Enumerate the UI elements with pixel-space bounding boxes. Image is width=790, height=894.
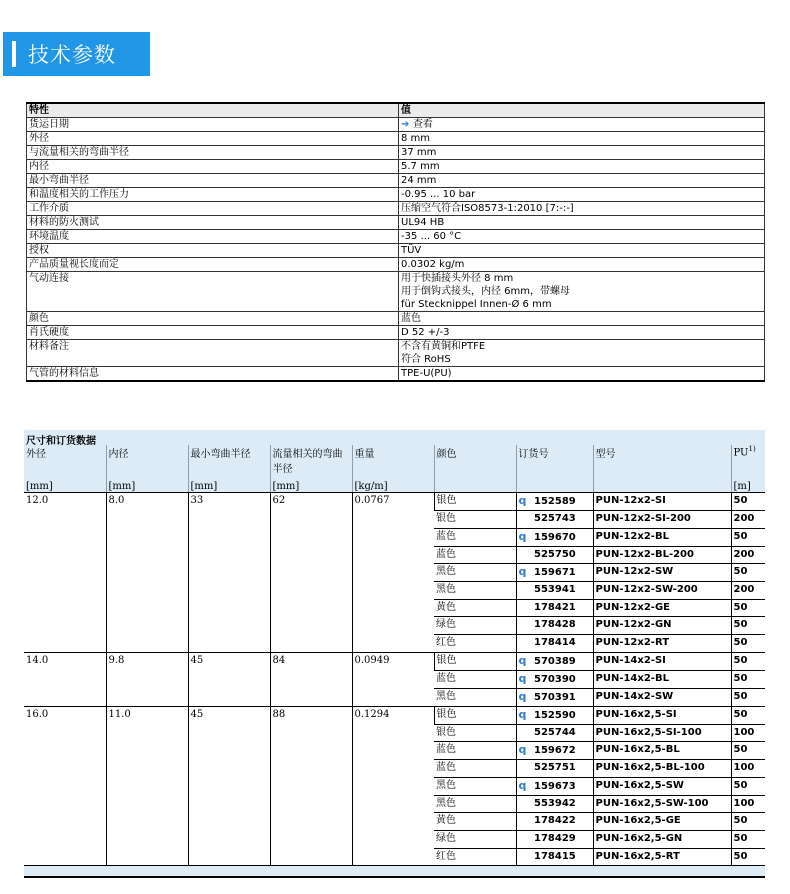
order-color: 黑色 bbox=[434, 795, 516, 813]
q-icon: q bbox=[518, 494, 527, 507]
spec-row bbox=[27, 230, 765, 244]
spec-row bbox=[27, 188, 765, 202]
order-pu: 200 bbox=[731, 546, 765, 564]
order-color: 银色 bbox=[434, 652, 516, 670]
spec-value bbox=[399, 132, 765, 146]
spec-value-line: 不含有黄铜和PTFE bbox=[401, 341, 486, 352]
order-number-text: 570390 bbox=[530, 673, 576, 685]
order-color: 黑色 bbox=[434, 777, 516, 795]
order-pu: 100 bbox=[731, 795, 765, 813]
spec-value-line: D 52 +/-3 bbox=[401, 327, 450, 338]
spec-feature: 和温度相关的工作压力 bbox=[27, 188, 399, 202]
order-type: PUN-16x2,5-BL bbox=[593, 742, 731, 760]
order-type: PUN-12x2-BL bbox=[593, 528, 731, 546]
spec-feature: 外径 bbox=[27, 132, 399, 146]
q-icon: q bbox=[518, 707, 527, 721]
order-type: PUN-16x2,5-BL-100 bbox=[593, 760, 731, 778]
order-color: 银色 bbox=[434, 724, 516, 742]
order-pu: 200 bbox=[731, 511, 765, 529]
spec-header-row bbox=[27, 103, 765, 118]
spec-row bbox=[27, 326, 765, 340]
spec-value-line: 37 mm bbox=[401, 147, 437, 158]
order-dim-flowr: 88 bbox=[270, 706, 352, 866]
order-dim-minr: 45 bbox=[188, 706, 270, 866]
order-number-text: 159670 bbox=[530, 531, 576, 543]
order-row bbox=[24, 652, 765, 670]
spec-value-line: -35 ... 60 °C bbox=[401, 231, 462, 242]
spec-row bbox=[27, 244, 765, 258]
order-number bbox=[516, 670, 593, 688]
order-color: 黄色 bbox=[434, 599, 516, 617]
section-title: 技术参数 bbox=[28, 43, 116, 67]
spec-feature: 气动连接 bbox=[27, 272, 399, 312]
order-number bbox=[516, 493, 593, 511]
order-header-cell: PU$^{1)}$ bbox=[731, 445, 765, 475]
spec-value bbox=[399, 230, 765, 244]
order-pu: 50 bbox=[731, 617, 765, 635]
spec-value bbox=[399, 367, 765, 382]
order-number-text: 570389 bbox=[530, 655, 576, 667]
order-number bbox=[516, 830, 593, 848]
order-unit-row bbox=[24, 475, 765, 493]
order-pu: 50 bbox=[731, 670, 765, 688]
order-type: PUN-12x2-BL-200 bbox=[593, 546, 731, 564]
order-unit-cell: [mm] bbox=[24, 475, 106, 493]
order-table bbox=[24, 445, 765, 866]
order-header-cell: 内径 bbox=[106, 445, 188, 475]
order-number-text: 178414 bbox=[530, 636, 576, 648]
order-title: 尺寸和订货数据 bbox=[26, 436, 96, 447]
spec-table bbox=[26, 102, 765, 382]
order-pu: 50 bbox=[731, 493, 765, 511]
order-number-text: 525750 bbox=[530, 548, 576, 560]
order-type: PUN-12x2-GN bbox=[593, 617, 731, 635]
order-number-text: 178422 bbox=[530, 815, 576, 827]
spec-feature: 气管的材料信息 bbox=[27, 367, 399, 382]
spec-value bbox=[399, 160, 765, 174]
order-number bbox=[516, 528, 593, 546]
order-type: PUN-16x2,5-RT bbox=[593, 848, 731, 866]
order-number bbox=[516, 617, 593, 635]
order-color: 黑色 bbox=[434, 582, 516, 600]
spec-feature: 最小弯曲半径 bbox=[27, 174, 399, 188]
order-type: PUN-14x2-BL bbox=[593, 670, 731, 688]
order-pu: 50 bbox=[731, 564, 765, 582]
order-number bbox=[516, 582, 593, 600]
spec-value-line: für Stecknippel Innen-Ø 6 mm bbox=[401, 299, 552, 310]
spec-row bbox=[27, 174, 765, 188]
spec-value bbox=[399, 174, 765, 188]
spec-feature: 内径 bbox=[27, 160, 399, 174]
order-color: 红色 bbox=[434, 848, 516, 866]
spec-value-line: 用于倒钩式接头，内径 6mm，带螺母 bbox=[401, 286, 571, 297]
spec-feature: 授权 bbox=[27, 244, 399, 258]
spec-row bbox=[27, 216, 765, 230]
order-dim-flowr: 84 bbox=[270, 652, 352, 706]
order-number bbox=[516, 795, 593, 813]
spec-value bbox=[399, 188, 765, 202]
order-color: 绿色 bbox=[434, 830, 516, 848]
order-dim-minr: 45 bbox=[188, 652, 270, 706]
order-type: PUN-16x2,5-GE bbox=[593, 813, 731, 831]
order-number-text: 525751 bbox=[530, 762, 576, 774]
order-number bbox=[516, 848, 593, 866]
order-type: PUN-16x2,5-SW bbox=[593, 777, 731, 795]
order-number-text: 178421 bbox=[530, 601, 576, 613]
order-number bbox=[516, 634, 593, 652]
spec-feature: 肖氏硬度 bbox=[27, 326, 399, 340]
order-header-row bbox=[24, 445, 765, 475]
order-number-text: 178415 bbox=[530, 850, 576, 862]
order-dim-id: 11.0 bbox=[106, 706, 188, 866]
spec-value-line: TPE-U(PU) bbox=[401, 368, 452, 379]
order-unit-cell bbox=[434, 475, 516, 493]
spec-feature: 环境温度 bbox=[27, 230, 399, 244]
order-dim-flowr: 62 bbox=[270, 493, 352, 653]
spec-feature: 颜色 bbox=[27, 312, 399, 326]
order-type: PUN-16x2,5-SW-100 bbox=[593, 795, 731, 813]
order-number bbox=[516, 706, 593, 724]
order-header-cell: 外径 bbox=[26, 449, 46, 460]
order-number-text: 152589 bbox=[530, 496, 576, 507]
order-color: 黄色 bbox=[434, 813, 516, 831]
order-number bbox=[516, 511, 593, 529]
spec-value-line: UL94 HB bbox=[401, 217, 445, 228]
spec-value-line: 5.7 mm bbox=[401, 161, 440, 172]
spec-header-feature: 特性 bbox=[27, 103, 399, 118]
order-type: PUN-14x2-SI bbox=[593, 652, 731, 670]
order-number-text: 178428 bbox=[530, 619, 576, 631]
order-dim-od: 12.0 bbox=[24, 493, 106, 653]
order-type: PUN-16x2,5-SI-100 bbox=[593, 724, 731, 742]
order-number bbox=[516, 599, 593, 617]
spec-row bbox=[27, 146, 765, 160]
header-accent-bar bbox=[12, 41, 16, 67]
spec-row bbox=[27, 367, 765, 382]
order-unit-cell: [mm] bbox=[106, 475, 188, 493]
order-color: 蓝色 bbox=[434, 546, 516, 564]
order-color: 银色 bbox=[434, 706, 516, 724]
spec-value-line: 0.0302 kg/m bbox=[401, 259, 465, 270]
section-header bbox=[3, 32, 150, 76]
order-number bbox=[516, 777, 593, 795]
order-dim-od: 14.0 bbox=[24, 652, 106, 706]
spec-feature: 材料备注 bbox=[27, 340, 399, 367]
spec-value-line: 压缩空气符合ISO8573-1:2010 [7:-:-] bbox=[401, 203, 574, 214]
spec-feature: 产品质量视长度而定 bbox=[27, 258, 399, 272]
order-color: 蓝色 bbox=[434, 670, 516, 688]
order-dim-id: 8.0 bbox=[106, 493, 188, 653]
order-color: 蓝色 bbox=[434, 528, 516, 546]
order-data-panel bbox=[24, 430, 765, 878]
order-number bbox=[516, 652, 593, 670]
order-type: PUN-12x2-RT bbox=[593, 634, 731, 652]
spec-value bbox=[399, 326, 765, 340]
order-unit-cell: [mm] bbox=[270, 475, 352, 493]
spec-value bbox=[399, 272, 765, 312]
order-number-text: 159671 bbox=[530, 567, 576, 579]
spec-value bbox=[399, 244, 765, 258]
order-header-cell: 最小弯曲半径 bbox=[188, 445, 270, 475]
spec-value bbox=[399, 202, 765, 216]
order-pu: 50 bbox=[731, 688, 765, 706]
spec-value bbox=[399, 258, 765, 272]
spec-value-line: 8 mm bbox=[401, 133, 431, 144]
spec-row bbox=[27, 202, 765, 216]
order-dim-weight: 0.0767 bbox=[352, 493, 434, 653]
order-row bbox=[24, 493, 765, 511]
order-row bbox=[24, 706, 765, 724]
order-number-text: 570391 bbox=[530, 691, 576, 703]
q-icon: q bbox=[518, 689, 527, 703]
pu-footnote: 1) bbox=[748, 445, 756, 453]
spec-value-line: 符合 RoHS bbox=[401, 354, 451, 365]
spec-value bbox=[399, 312, 765, 326]
order-type: PUN-12x2-GE bbox=[593, 599, 731, 617]
order-pu: 50 bbox=[731, 706, 765, 724]
order-type: PUN-12x2-SW-200 bbox=[593, 582, 731, 600]
order-header-cell: 流量相关的弯曲半径 bbox=[270, 445, 352, 475]
order-unit-cell bbox=[593, 475, 731, 493]
order-number bbox=[516, 742, 593, 760]
order-color: 银色 bbox=[434, 511, 516, 529]
order-dim-weight: 0.0949 bbox=[352, 652, 434, 706]
order-dim-od: 16.0 bbox=[24, 706, 106, 866]
order-pu: 50 bbox=[731, 599, 765, 617]
order-header-cell: 订货号 bbox=[516, 445, 593, 475]
order-pu: 50 bbox=[731, 528, 765, 546]
order-number-text: 553941 bbox=[530, 584, 576, 596]
order-color: 红色 bbox=[434, 634, 516, 652]
spec-row bbox=[27, 132, 765, 146]
order-number-text: 159673 bbox=[530, 780, 576, 792]
order-number bbox=[516, 688, 593, 706]
order-number bbox=[516, 813, 593, 831]
q-icon: q bbox=[518, 529, 527, 543]
order-number bbox=[516, 564, 593, 582]
spec-value[interactable] bbox=[399, 118, 765, 132]
spec-row bbox=[27, 258, 765, 272]
spec-value bbox=[399, 146, 765, 160]
order-unit-cell: [m] bbox=[731, 475, 765, 493]
order-number-text: 178429 bbox=[530, 832, 576, 844]
order-pu: 50 bbox=[731, 652, 765, 670]
order-pu: 50 bbox=[731, 742, 765, 760]
order-header-cell: 颜色 bbox=[434, 445, 516, 475]
order-number bbox=[516, 546, 593, 564]
order-pu: 50 bbox=[731, 634, 765, 652]
order-type: PUN-12x2-SI-200 bbox=[593, 511, 731, 529]
order-type: PUN-12x2-SI bbox=[593, 493, 731, 511]
spec-feature: 货运日期 bbox=[27, 118, 399, 132]
order-number bbox=[516, 760, 593, 778]
order-header-cell: 重量 bbox=[352, 445, 434, 475]
spec-feature: 工作介质 bbox=[27, 202, 399, 216]
order-pu: 50 bbox=[731, 830, 765, 848]
q-icon: q bbox=[518, 653, 527, 667]
order-number-text: 159672 bbox=[530, 745, 576, 757]
q-icon: q bbox=[518, 743, 527, 757]
spec-row bbox=[27, 160, 765, 174]
order-dim-id: 9.8 bbox=[106, 652, 188, 706]
spec-row bbox=[27, 312, 765, 326]
order-header-cell: 型号 bbox=[593, 445, 731, 475]
q-icon: q bbox=[518, 565, 527, 579]
order-type: PUN-16x2,5-GN bbox=[593, 830, 731, 848]
arrow-right-icon: ➔ bbox=[401, 119, 413, 130]
order-color: 黑色 bbox=[434, 564, 516, 582]
order-pu: 50 bbox=[731, 777, 765, 795]
order-type: PUN-16x2,5-SI bbox=[593, 706, 731, 724]
spec-row bbox=[27, 272, 765, 312]
q-icon: q bbox=[518, 671, 527, 685]
spec-header-value: 值 bbox=[399, 103, 765, 118]
order-unit-cell: [kg/m] bbox=[352, 475, 434, 493]
order-pu: 100 bbox=[731, 760, 765, 778]
q-icon: q bbox=[518, 778, 527, 792]
spec-value-line: 用于快插接头外径 8 mm bbox=[401, 273, 514, 284]
spec-value bbox=[399, 216, 765, 230]
order-unit-cell: [mm] bbox=[188, 475, 270, 493]
order-color: 绿色 bbox=[434, 617, 516, 635]
order-number-text: 525743 bbox=[530, 513, 576, 524]
order-dim-minr: 33 bbox=[188, 493, 270, 653]
order-number-text: 152590 bbox=[530, 709, 576, 721]
spec-value bbox=[399, 340, 765, 367]
spec-row bbox=[27, 118, 765, 132]
order-number-text: 525744 bbox=[530, 726, 576, 738]
order-number-text: 553942 bbox=[530, 797, 576, 809]
order-color: 银色 bbox=[434, 493, 516, 511]
order-color: 蓝色 bbox=[434, 760, 516, 778]
spec-value-line: 24 mm bbox=[401, 175, 437, 186]
order-color: 黑色 bbox=[434, 688, 516, 706]
spec-value-line: 蓝色 bbox=[401, 313, 421, 324]
order-type: PUN-14x2-SW bbox=[593, 688, 731, 706]
order-type: PUN-12x2-SW bbox=[593, 564, 731, 582]
order-dim-weight: 0.1294 bbox=[352, 706, 434, 866]
order-number bbox=[516, 724, 593, 742]
order-unit-cell bbox=[516, 475, 593, 493]
spec-feature: 材料的防火测试 bbox=[27, 216, 399, 230]
order-pu: 200 bbox=[731, 582, 765, 600]
order-color: 蓝色 bbox=[434, 742, 516, 760]
order-pu: 100 bbox=[731, 724, 765, 742]
order-pu: 50 bbox=[731, 813, 765, 831]
order-pu: 50 bbox=[731, 848, 765, 866]
spec-row bbox=[27, 340, 765, 367]
spec-feature: 与流量相关的弯曲半径 bbox=[27, 146, 399, 160]
spec-value-line: -0.95 ... 10 bar bbox=[401, 189, 476, 200]
spec-value-line: 查看 bbox=[412, 119, 433, 130]
spec-value-line: TÜV bbox=[401, 245, 422, 256]
